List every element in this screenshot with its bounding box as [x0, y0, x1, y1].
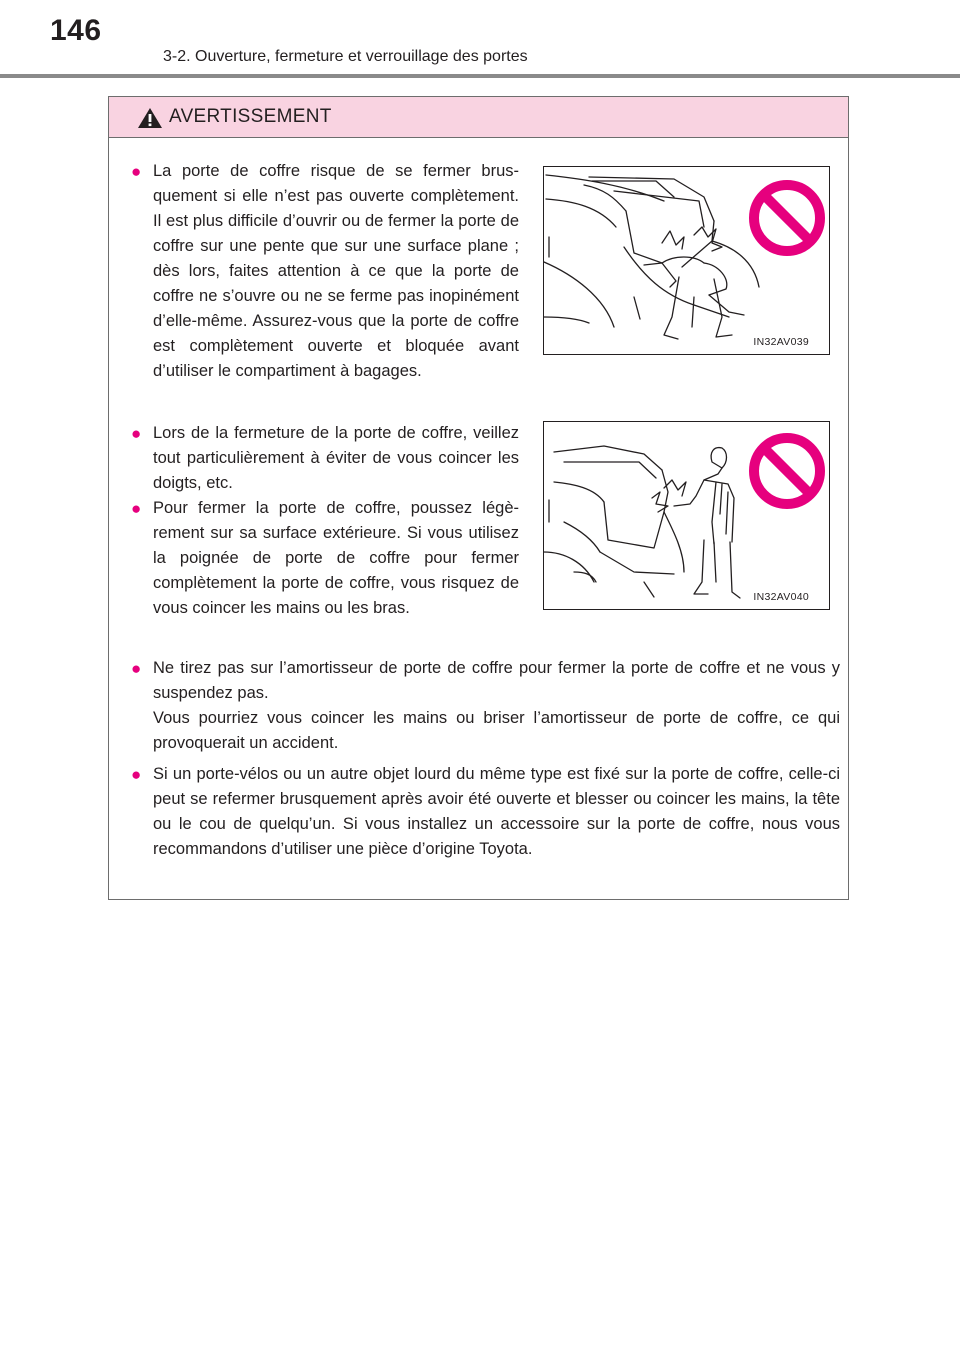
page-number: 146 — [50, 14, 102, 47]
warning-bullet-2: Lors de la fermeture de la porte de coffre, veillez tout particulièrement à éviter de vous coincer les doigts, etc. — [153, 424, 519, 492]
warning-title: AVERTISSEMENT — [169, 106, 332, 127]
warning-triangle-icon — [137, 107, 163, 129]
warning-bullet-4-continuation: Vous pourriez vous coincer les mains ou briser l’amortisseur de porte de coffre, ce qui provoquerait un accident. — [153, 709, 840, 752]
header-rule — [0, 74, 960, 78]
bullet-marker: ● — [131, 499, 142, 518]
figure-code: IN32AV040 — [753, 591, 809, 603]
warning-bullet-3: Pour fermer la porte de coffre, poussez légèrement sur sa surface extérieure. Si vous utilisez la poignée de porte de coffre pour fermer complètement la porte de coffre, vous risquez de vous coincer les mains ou les bras. — [153, 499, 519, 617]
trunk-illustration-2 — [544, 422, 830, 610]
page-header — [0, 0, 960, 80]
warning-bullet-4: Ne tirez pas sur l’amortisseur de porte de coffre pour fermer la porte de coffre et ne vous y suspendez pas. — [153, 659, 840, 702]
warning-bullet-5: Si un porte-vélos ou un autre objet lourd du même type est fixé sur la porte de coffre, celle-ci peut se refermer brusquement après avoir été ouverte et blesser ou coincer les mains, la tête ou le cou de quelqu’un. Si vous installez un accessoire sur la porte de coffre, nous vous recommandons d’utiliser une pièce d’origine Toyota. — [153, 765, 840, 858]
prohibited-icon — [754, 185, 820, 251]
warning-header — [109, 97, 848, 138]
figure-person-closing-trunk — [543, 421, 830, 610]
bullet-marker: ● — [131, 659, 142, 678]
figure-trunk-closing-on-person — [543, 166, 830, 355]
figure-code: IN32AV039 — [753, 336, 809, 348]
bullet-marker: ● — [131, 424, 142, 443]
prohibited-icon — [754, 438, 820, 504]
trunk-illustration-1 — [544, 167, 830, 355]
bullet-marker: ● — [131, 765, 142, 784]
warning-bullet-1: La porte de coffre risque de se fermer brusquement si elle n’est pas ouverte complètement. Il est plus difficile d’ouvrir ou de fermer la porte de coffre sur une pente que sur une surface plane ; dès lors, faites attention à ce que la porte de coffre ne s’ouvre ou ne se ferme pas inopinément d’elle-même. Assurez-vous que la porte de coffre est complètement ouverte et bloquée avant d’utiliser le compartiment à bagages. — [153, 162, 519, 380]
bullet-marker: ● — [131, 162, 142, 181]
section-title: 3-2. Ouverture, fermeture et verrouillage des portes — [163, 48, 528, 65]
